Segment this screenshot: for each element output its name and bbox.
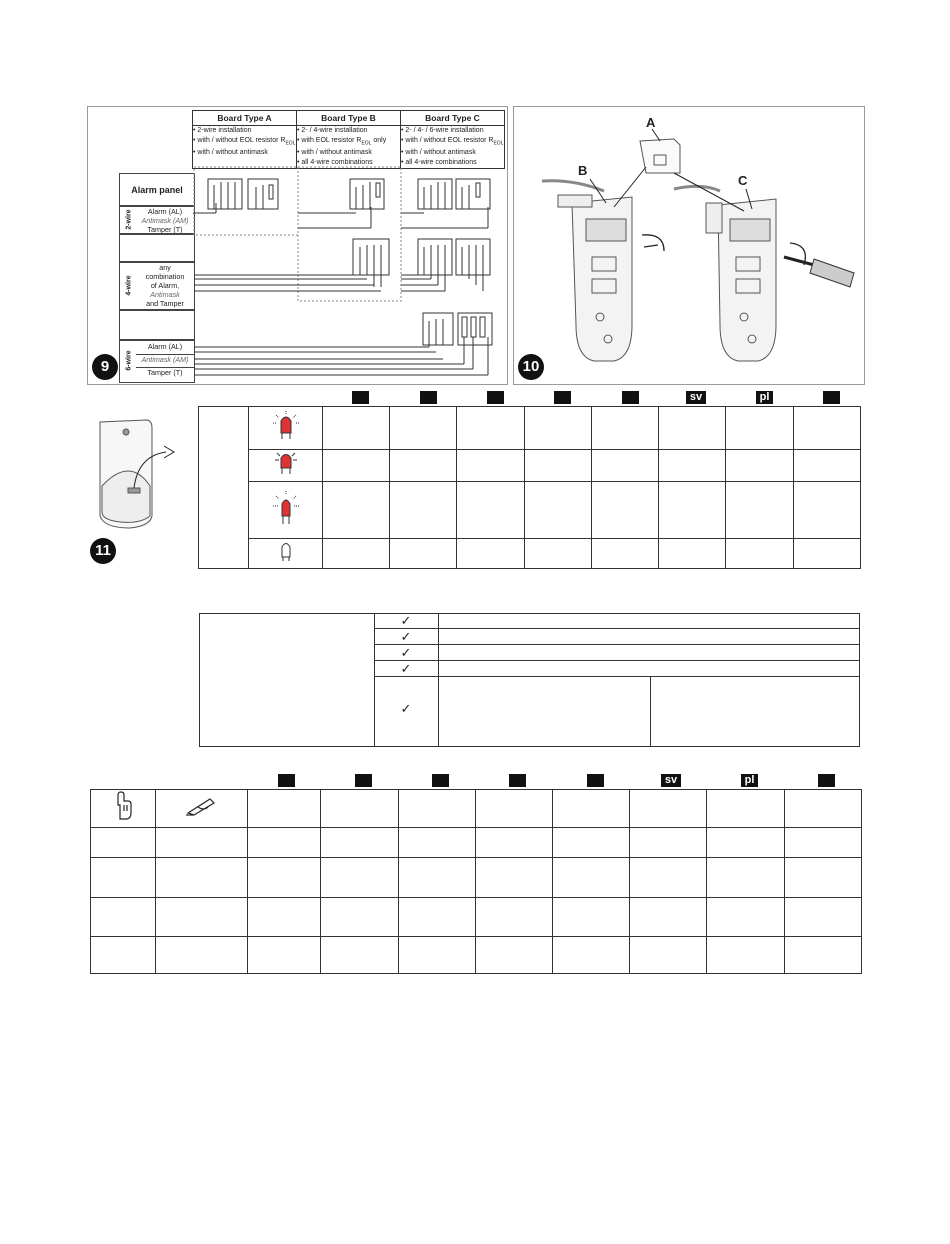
lang-badge (487, 391, 504, 404)
lang-badge-sv: sv (661, 774, 681, 787)
lang-badge (587, 774, 604, 787)
red-led-blink-icon (271, 488, 301, 528)
wiring-diagram (88, 107, 507, 384)
label-c: C (738, 173, 748, 188)
lang-badge (420, 391, 437, 404)
lang-badge (509, 774, 526, 787)
lang-badge (355, 774, 372, 787)
lang-badge (823, 391, 840, 404)
checkmark-icon: ✓ (400, 629, 412, 644)
board-c-title: Board Type C (401, 111, 505, 126)
led-slow-flash-cell (249, 482, 323, 539)
lang-badge-pl: pl (756, 391, 773, 404)
checkmark-icon: ✓ (400, 661, 412, 676)
lang-badge-sv: sv (686, 391, 706, 404)
lang-badge (554, 391, 571, 404)
check-table-label-cell (199, 613, 375, 747)
board-b-bullets: • 2- / 4-wire installation • with EOL resistor $R_{EOL}$ only • with / without antimask • all 4-wire combinations (297, 126, 401, 169)
board-a-bullets: • 2-wire installation • with / without EOL resistor $R_{EOL}$ • with / without antimask (193, 126, 297, 169)
label-b: B (578, 163, 588, 178)
board-b-title: Board Type B (297, 111, 401, 126)
lang-badge (352, 391, 369, 404)
red-led-flashing-icon (271, 409, 301, 443)
checkmark-icon: ✓ (400, 613, 412, 628)
pointing-hand-icon (112, 791, 134, 821)
led-off-icon (271, 539, 301, 563)
six-wire-box: 6-wire Alarm (AL) Antimask (AM) Tamper (T) (119, 339, 195, 383)
red-led-on-icon (271, 450, 301, 476)
figure-11-badge: 11 (90, 538, 116, 564)
figure-9-wiring-panel (87, 106, 508, 385)
led-flashing-cell (249, 407, 323, 450)
dip-switch-table (90, 789, 862, 974)
alarm-panel-box: Alarm panel (119, 173, 195, 207)
board-a-title: Board Type A (193, 111, 297, 126)
writing-hand-icon (184, 795, 218, 817)
label-a: A (646, 115, 656, 130)
bracket-illustration (514, 107, 864, 384)
four-wire-box: 4-wire any combination of Alarm, Antimask and Tamper (119, 261, 195, 311)
led-row-header (199, 407, 249, 569)
lang-badge-pl: pl (741, 774, 758, 787)
two-wire-box: 2-wire Alarm (AL) Antimask (AM) Tamper (T) (119, 205, 195, 235)
check-table (199, 613, 861, 747)
led-off-cell (249, 539, 323, 569)
board-c-bullets: • 2- / 4- / 6-wire installation • with / without EOL resistor $R_{EOL}$ • with / without antimask • all 4-wire combinations (401, 126, 505, 169)
led-on-cell (249, 450, 323, 482)
checkmark-icon: ✓ (400, 701, 412, 716)
figure-9-badge: 9 (92, 354, 118, 380)
led-status-table (198, 406, 861, 569)
lang-badge (818, 774, 835, 787)
finger-cell (91, 790, 156, 828)
lang-badge (622, 391, 639, 404)
lang-badge (432, 774, 449, 787)
detector-illustration (90, 416, 190, 534)
figure-10-mounting-panel (513, 106, 865, 385)
checkmark-icon: ✓ (400, 645, 412, 660)
writing-cell (155, 790, 247, 828)
figure-10-badge: 10 (518, 354, 544, 380)
lang-badge (278, 774, 295, 787)
